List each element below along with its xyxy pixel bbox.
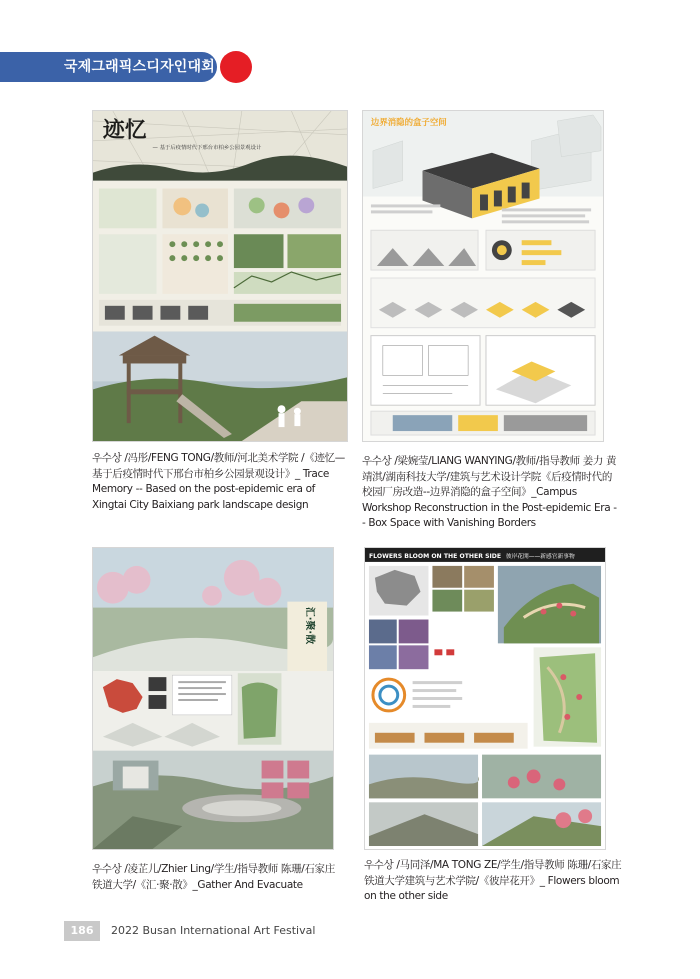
poster-2-caption: 우수상 /梁婉莹/LIANG WANYING/教师/指导教师 姜力 黄靖淇/湖南科技大学/建筑与艺术设计学院《后疫情时代的校园厂房改造--边界消隐的盒子空间》_Campus Workshop Reconstruction in the Post-epidemic Era -- Box Space with Vanishing Borders: [362, 455, 617, 529]
poster-trace-memory: [92, 110, 348, 442]
poster-1-subtitle: — 基于后疫情时代下邢台市柏乡公园景观设计: [152, 144, 262, 151]
header-title: 국제그래픽스디자인대회: [64, 59, 215, 75]
poster-2-title: 边界消隐的盒子空间: [370, 116, 447, 127]
poster-flowers-bloom: [364, 547, 606, 850]
festival-name: 2022 Busan International Art Festival: [111, 924, 316, 937]
poster-3-title: 汇·聚·散: [304, 606, 316, 645]
poster-3-caption: 우수상 /凌芷儿/Zhier Ling/学生/指导教师 陈珊/石家庄铁道大学/《汇·聚·散》_Gather And Evacuate: [92, 863, 335, 891]
poster-1-title: 迹忆: [102, 116, 147, 143]
page-number: 186: [64, 921, 100, 941]
poster-4-subtitle: 彼岸花開——新感官新事物: [505, 553, 575, 560]
poster-1-caption: 우수상 /冯彤/FENG TONG/教师/河北美术学院 /《迹忆—基于后疫情时代下邢台市柏乡公园景观设计》_ Trace Memory -- Based on the post-epidemic era of Xingtai City Baixiang park landscape design: [92, 452, 345, 511]
header-banner: [0, 52, 217, 82]
poster-4-title: FLOWERS BLOOM ON THE OTHER SIDE: [368, 552, 502, 560]
header-red-dot: [220, 51, 252, 83]
poster-box-space: [362, 110, 604, 442]
poster-gather-evacuate: [92, 547, 334, 850]
poster-4-caption: 우수상 /马同泽/MA TONG ZE/学生/指导教师 陈珊/石家庄铁道大学建筑与艺术学院/《彼岸花开》_ Flowers bloom on the other side: [364, 859, 622, 902]
